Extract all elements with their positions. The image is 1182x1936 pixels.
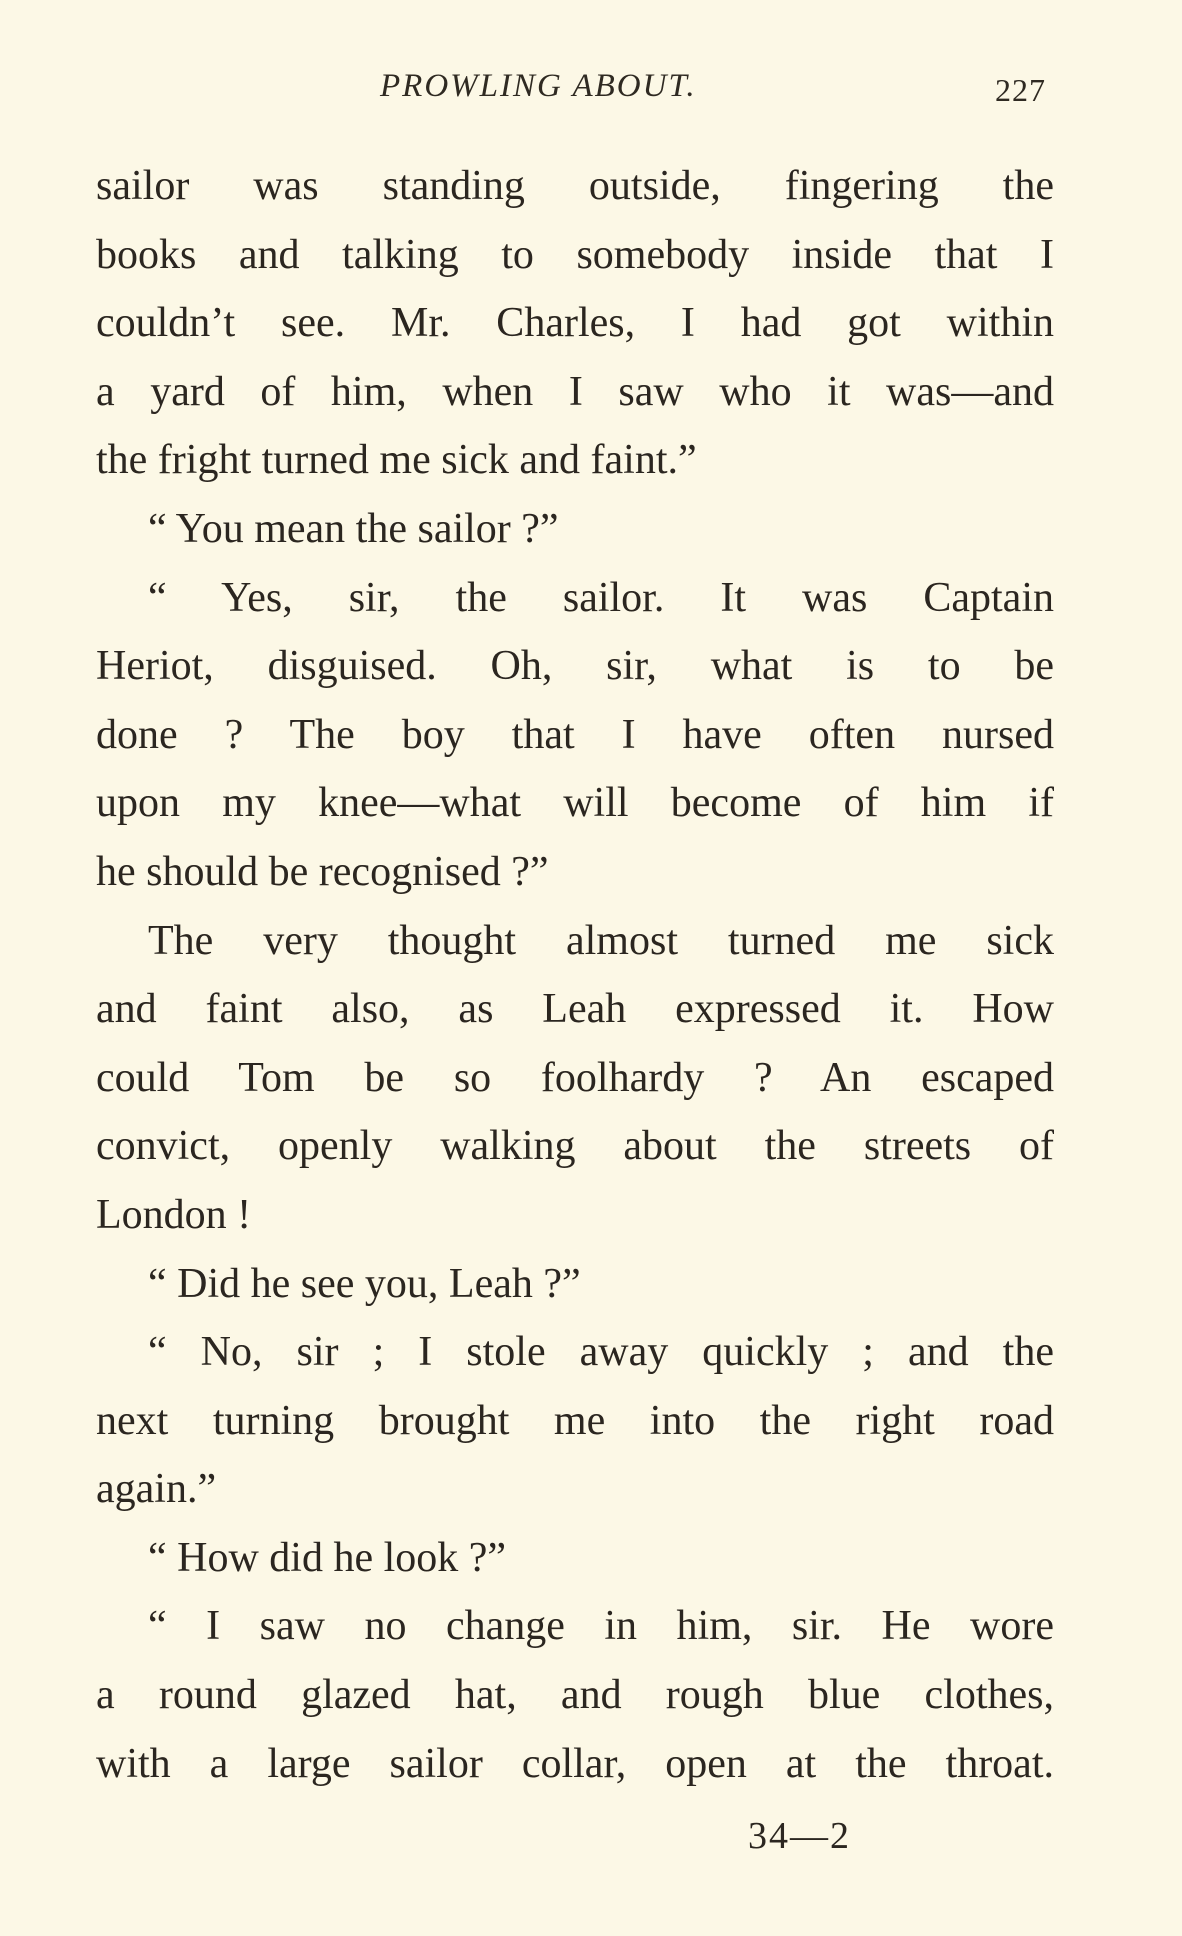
text-line: books and talking to somebody inside that I — [96, 231, 1054, 278]
text-line: again.” — [96, 1466, 217, 1513]
text-line: “ No, sir ; I stole away quickly ; and the — [148, 1329, 1054, 1376]
text-line: with a large sailor collar, open at the throat. — [96, 1740, 1054, 1787]
text-line: London ! — [96, 1191, 252, 1238]
text-line: a round glazed hat, and rough blue clothes, — [96, 1672, 1054, 1719]
text-line: the fright turned me sick and faint.” — [96, 437, 697, 484]
text-line: Heriot, disguised. Oh, sir, what is to be — [96, 643, 1054, 690]
text-line: next turning brought me into the right road — [96, 1397, 1054, 1444]
text-line: The very thought almost turned me sick — [148, 917, 1054, 964]
text-line: could Tom be so foolhardy ? An escaped — [96, 1054, 1054, 1101]
text-line: “ Yes, sir, the sailor. It was Captain — [148, 574, 1054, 621]
page-number: 227 — [995, 72, 1046, 108]
running-head — [96, 68, 1056, 120]
signature-mark: 34—2 — [748, 1815, 851, 1857]
text-line: couldn’t see. Mr. Charles, I had got within — [96, 300, 1054, 347]
text-line: sailor was standing outside, fingering the — [96, 163, 1054, 209]
text-line: a yard of him, when I saw who it was—and — [96, 368, 1054, 415]
text-line: he should be recognised ?” — [96, 848, 549, 895]
text-line: “ Did he see you, Leah ?” — [148, 1260, 581, 1307]
text-line: “ How did he look ?” — [148, 1534, 507, 1581]
body-text — [96, 152, 1054, 1798]
text-line: done ? The boy that I have often nursed — [96, 711, 1054, 758]
text-line: and faint also, as Leah expressed it. How — [96, 986, 1054, 1033]
running-title: PROWLING ABOUT. — [380, 68, 697, 104]
text-line: “ I saw no change in him, sir. He wore — [148, 1603, 1054, 1650]
text-line: “ You mean the sailor ?” — [148, 505, 559, 552]
text-line: upon my knee—what will become of him if — [96, 780, 1054, 827]
text-line: convict, openly walking about the streets of — [96, 1123, 1054, 1170]
